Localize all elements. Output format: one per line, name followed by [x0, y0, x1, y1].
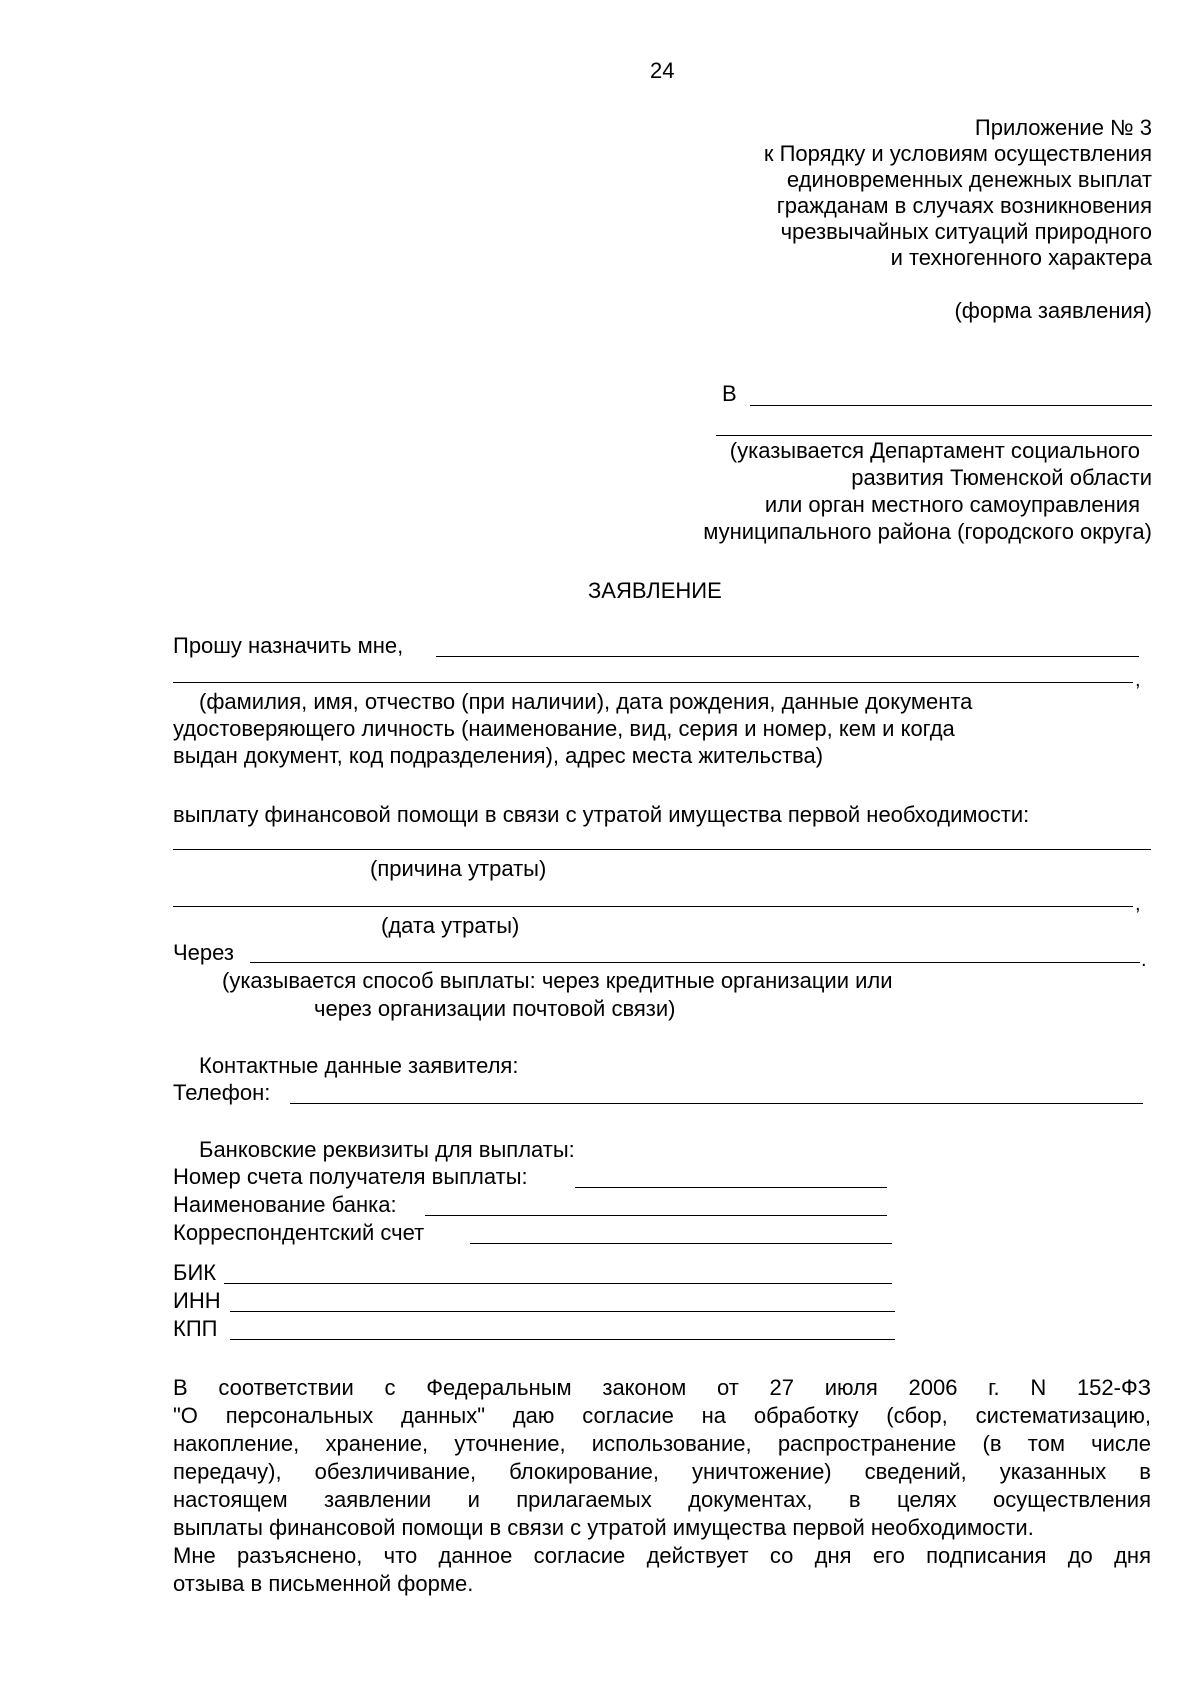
- inn-field-line[interactable]: [230, 1311, 895, 1312]
- via-hint-line: (указывается способ выплаты: через кредитные организации или: [222, 968, 893, 993]
- period: .: [1141, 949, 1147, 971]
- consent-line: передачу), обезличивание, блокирование, уничтожение) сведений, указанных в: [173, 1459, 1151, 1484]
- account-field-line[interactable]: [575, 1187, 887, 1188]
- kpp-label: КПП: [173, 1316, 218, 1341]
- phone-field-line[interactable]: [290, 1103, 1143, 1104]
- request-hint-line: выдан документ, код подразделения), адрес места жительства): [173, 743, 824, 768]
- consent-line: накопление, хранение, уточнение, использование, распространение (в том числе: [173, 1431, 1151, 1456]
- bank-name-label: Наименование банка:: [173, 1192, 397, 1217]
- addressee-hint-line: или орган местного самоуправления: [764, 492, 1140, 517]
- addressee-field-line-1[interactable]: [750, 405, 1152, 406]
- account-label: Номер счета получателя выплаты:: [173, 1164, 528, 1189]
- loss-date-field-line[interactable]: [173, 906, 1133, 907]
- phone-label: Телефон:: [173, 1080, 271, 1105]
- page-number: 24: [650, 58, 675, 83]
- bik-label: БИК: [173, 1260, 217, 1285]
- comma: ,: [1135, 893, 1141, 915]
- appendix-line: к Порядку и условиям осуществления: [763, 141, 1152, 166]
- applicant-field-line-1[interactable]: [436, 656, 1139, 657]
- consent-note-line: Мне разъяснено, что данное согласие действует со дня его подписания до дня: [173, 1543, 1151, 1568]
- contacts-heading: Контактные данные заявителя:: [199, 1053, 519, 1078]
- addressee-hint-line: развития Тюменской области: [851, 465, 1152, 490]
- payment-method-field-line[interactable]: [250, 962, 1140, 963]
- bik-field-line[interactable]: [224, 1283, 892, 1284]
- form-label: (форма заявления): [954, 298, 1152, 323]
- corr-account-field-line[interactable]: [470, 1243, 892, 1244]
- via-label: Через: [173, 940, 234, 965]
- addressee-prefix: В: [722, 381, 737, 406]
- comma: ,: [1135, 669, 1141, 691]
- consent-line: выплаты финансовой помощи в связи с утратой имущества первой необходимости.: [173, 1515, 1034, 1540]
- payment-label: выплату финансовой помощи в связи с утратой имущества первой необходимости:: [173, 802, 1030, 827]
- loss-reason-field-line[interactable]: [173, 849, 1151, 850]
- applicant-field-line-2[interactable]: [173, 682, 1133, 683]
- inn-label: ИНН: [173, 1288, 221, 1313]
- consent-note-line: отзыва в письменной форме.: [173, 1571, 474, 1596]
- addressee-hint-line: (указывается Департамент социального: [729, 438, 1140, 463]
- bank-heading: Банковские реквизиты для выплаты:: [199, 1137, 575, 1162]
- appendix-line: Приложение № 3: [974, 115, 1152, 140]
- loss-reason-hint: (причина утраты): [370, 856, 547, 881]
- addressee-hint-line: муниципального района (городского округа): [703, 519, 1152, 544]
- via-hint-line: через организации почтовой связи): [314, 996, 676, 1021]
- appendix-line: и техногенного характера: [890, 245, 1152, 270]
- request-hint-line: (фамилия, имя, отчество (при наличии), дата рождения, данные документа: [199, 689, 973, 714]
- consent-line: В соответствии с Федеральным законом от 27 июля 2006 г. N 152-ФЗ: [173, 1375, 1151, 1400]
- consent-line: "О персональных данных" даю согласие на обработку (сбор, систематизацию,: [173, 1403, 1151, 1428]
- request-hint-line: удостоверяющего личность (наименование, вид, серия и номер, кем и когда: [173, 716, 955, 741]
- addressee-field-line-2[interactable]: [716, 435, 1152, 436]
- request-label: Прошу назначить мне,: [173, 633, 404, 658]
- corr-account-label: Корреспондентский счет: [173, 1220, 425, 1245]
- appendix-line: единовременных денежных выплат: [786, 167, 1152, 192]
- loss-date-hint: (дата утраты): [381, 913, 520, 938]
- bank-name-field-line[interactable]: [425, 1215, 887, 1216]
- kpp-field-line[interactable]: [230, 1339, 895, 1340]
- document-title: ЗАЯВЛЕНИЕ: [588, 578, 722, 603]
- appendix-line: чрезвычайных ситуаций природного: [780, 219, 1152, 244]
- appendix-line: гражданам в случаях возникновения: [776, 193, 1152, 218]
- consent-line: настоящем заявлении и прилагаемых документах, в целях осуществления: [173, 1487, 1151, 1512]
